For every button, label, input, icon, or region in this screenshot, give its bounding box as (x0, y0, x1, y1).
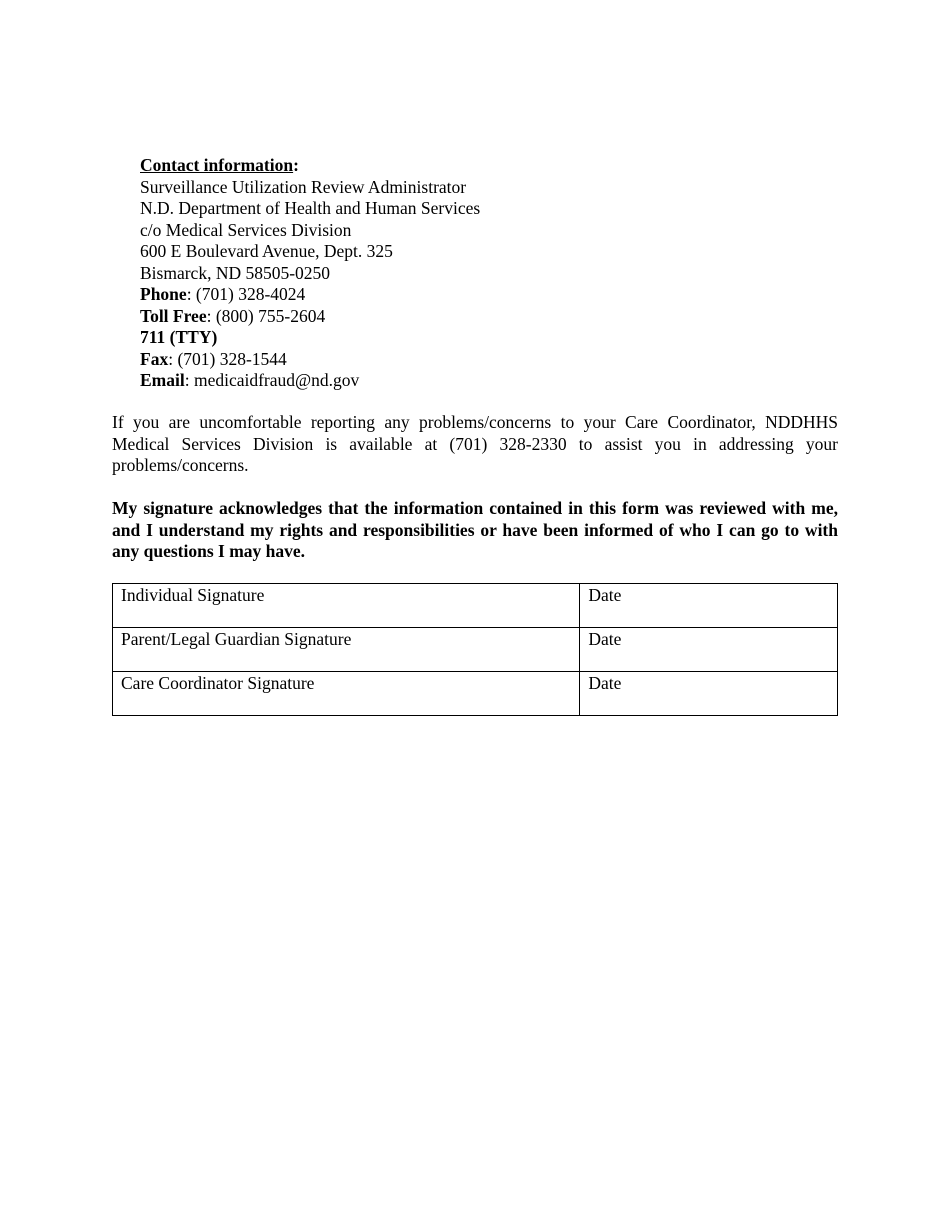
contact-toll-free (140, 306, 480, 328)
phone-value: : (701) 328-4024 (186, 284, 306, 304)
individual-signature-field[interactable] (113, 584, 580, 628)
individual-signature-label: Individual Signature (121, 585, 265, 605)
guardian-date-label: Date (588, 629, 622, 649)
table-row (113, 584, 838, 628)
contact-fax (140, 349, 480, 371)
concerns-paragraph: If you are uncomfortable reporting any problems/concerns to your Care Coordinator, NDDHHS Medical Services Division is available at (701) 328-2330 to assist you in addressing your problems/concerns. (112, 412, 838, 475)
contact-tty: 711 (TTY) (140, 327, 218, 347)
guardian-signature-label: Parent/Legal Guardian Signature (121, 629, 352, 649)
care-coordinator-signature-field[interactable] (113, 672, 580, 716)
table-row (113, 672, 838, 716)
guardian-date-field[interactable] (580, 628, 838, 672)
individual-date-field[interactable] (580, 584, 838, 628)
contact-phone (140, 284, 480, 306)
email-value: : medicaidfraud@nd.gov (184, 370, 360, 390)
fax-value: : (701) 328-1544 (168, 348, 287, 369)
care-coordinator-signature-label: Care Coordinator Signature (121, 673, 315, 693)
guardian-signature-field[interactable] (113, 628, 580, 672)
contact-line-division: c/o Medical Services Division (140, 219, 352, 240)
email-label: Email (140, 370, 185, 390)
acknowledgement-paragraph: My signature acknowledges that the information contained in this form was reviewed with me, and I understand my rights and responsibilities or have been informed of who I can go to with any questions I may have. (112, 498, 838, 561)
care-coordinator-date-field[interactable] (580, 672, 838, 716)
contact-line-department: N.D. Department of Health and Human Services (140, 198, 481, 218)
contact-email (140, 370, 480, 392)
contact-heading-text: Contact information (140, 155, 294, 175)
contact-heading (140, 155, 480, 177)
table-row (113, 628, 838, 672)
toll-free-value: : (800) 755-2604 (206, 305, 326, 326)
contact-line-city: Bismarck, ND 58505-0250 (140, 262, 331, 283)
contact-line-title: Surveillance Utilization Review Administrator (140, 176, 467, 197)
individual-date-label: Date (588, 585, 622, 605)
contact-heading-colon: : (293, 155, 299, 175)
phone-label: Phone (140, 284, 187, 304)
toll-free-label: Toll Free (140, 305, 207, 326)
contact-information-block (140, 155, 480, 392)
fax-label: Fax (140, 348, 169, 369)
signature-table (112, 583, 838, 716)
contact-line-street: 600 E Boulevard Avenue, Dept. 325 (140, 241, 393, 261)
care-coordinator-date-label: Date (588, 673, 622, 693)
